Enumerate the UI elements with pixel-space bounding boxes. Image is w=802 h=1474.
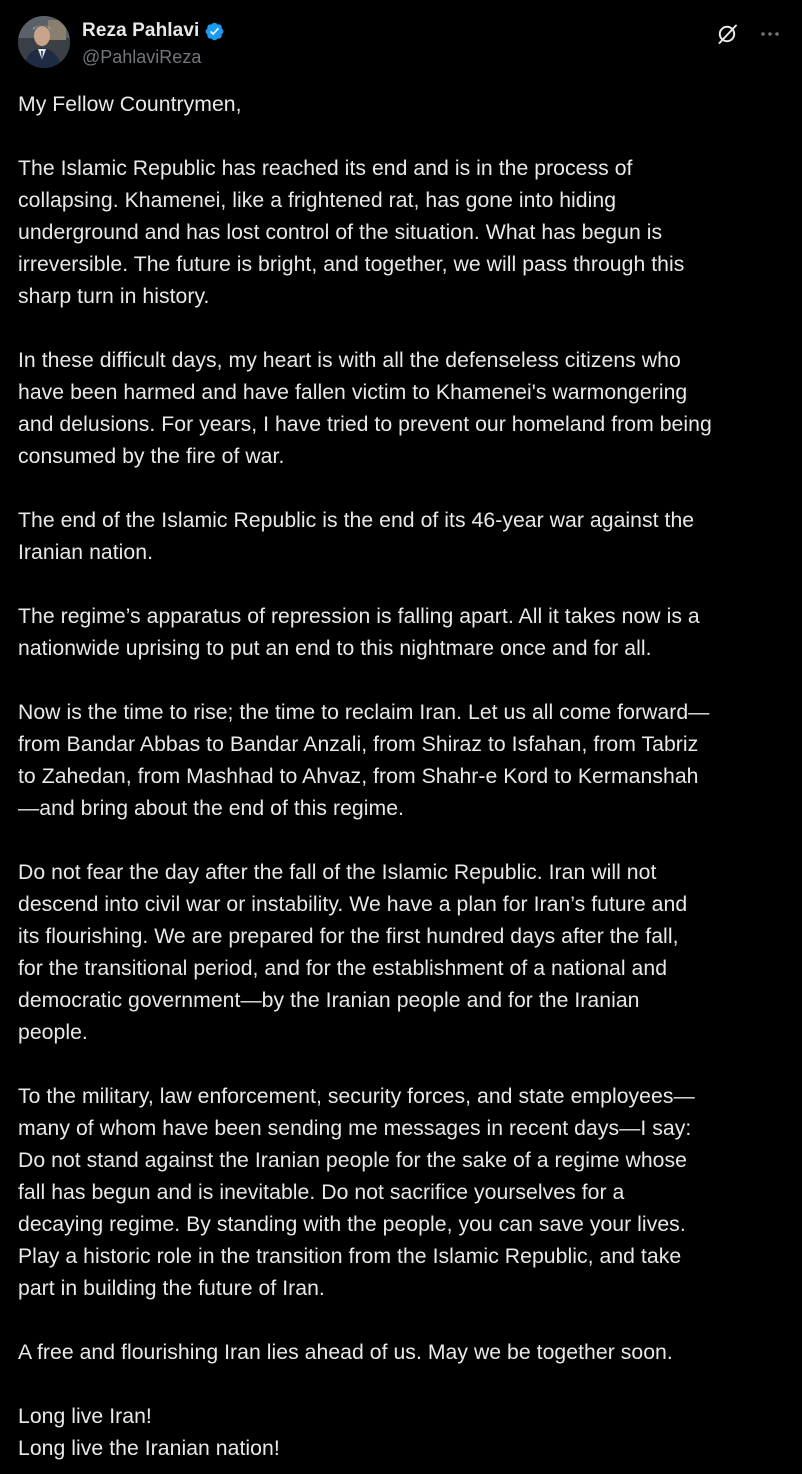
tweet-paragraph: The Islamic Republic has reached its end and is in the process of collapsing. Khamenei, like a frightened rat, has gone into hiding underground and has lost control of the situation. What has begun is irreversible. The future is bright, and together, we will pass through this sharp turn in history. [18, 157, 685, 308]
tweet-paragraph: Long live Iran! Long live the Iranian nation! [18, 1405, 280, 1460]
tweet-header [18, 16, 784, 72]
avatar[interactable] [18, 16, 70, 68]
author-display-name[interactable]: Reza Pahlavi [82, 20, 200, 41]
tweet-paragraph: My Fellow Countrymen, [18, 93, 242, 116]
tweet-paragraph: A free and flourishing Iran lies ahead of us. May we be together soon. [18, 1341, 673, 1364]
tweet-paragraph: The regime’s apparatus of repression is falling apart. All it takes now is a nationwide uprising to put an end to this nightmare once and for all. [18, 605, 700, 660]
tweet-actions [714, 20, 784, 48]
tweet-text [18, 89, 788, 1465]
author-names [82, 19, 225, 68]
author-handle[interactable]: @PahlaviReza [82, 47, 202, 67]
grok-icon[interactable] [714, 20, 742, 48]
verified-badge-icon [204, 21, 225, 42]
tweet-paragraph: In these difficult days, my heart is with all the defenseless citizens who have been harmed and have fallen victim to Khamenei's warmongering and delusions. For years, I have tried to prevent our homeland from being consumed by the fire of war. [18, 349, 712, 468]
tweet-paragraph: The end of the Islamic Republic is the end of its 46-year war against the Iranian nation. [18, 509, 695, 564]
more-options-icon[interactable] [756, 20, 784, 48]
tweet-paragraph: To the military, law enforcement, security forces, and state employees— many of whom have been sending me messages in recent days—I say: Do not stand against the Iranian people for the sake of a regime whose fall has begun and is inevitable. Do not sacrifice yourselves for a decaying regime. By standing with the people, you can save your lives. Play a historic role in the transition from the Islamic Republic, and take part in building the future of Iran. [18, 1085, 695, 1300]
tweet-paragraph: Now is the time to rise; the time to reclaim Iran. Let us all come forward— from Bandar Abbas to Bandar Anzali, from Shiraz to Isfahan, from Tabriz to Zahedan, from Mashhad to Ahvaz, from Shahr-e Kord to Kermanshah —and bring about the end of this regime. [18, 701, 710, 820]
tweet-paragraph: Do not fear the day after the fall of the Islamic Republic. Iran will not descend into civil war or instability. We have a plan for Iran’s future and its flourishing. We are prepared for the first hundred days after the fall, for the transitional period, and for the establishment of a national and democratic government—by the Iranian people and for the Iranian people. [18, 861, 688, 1044]
